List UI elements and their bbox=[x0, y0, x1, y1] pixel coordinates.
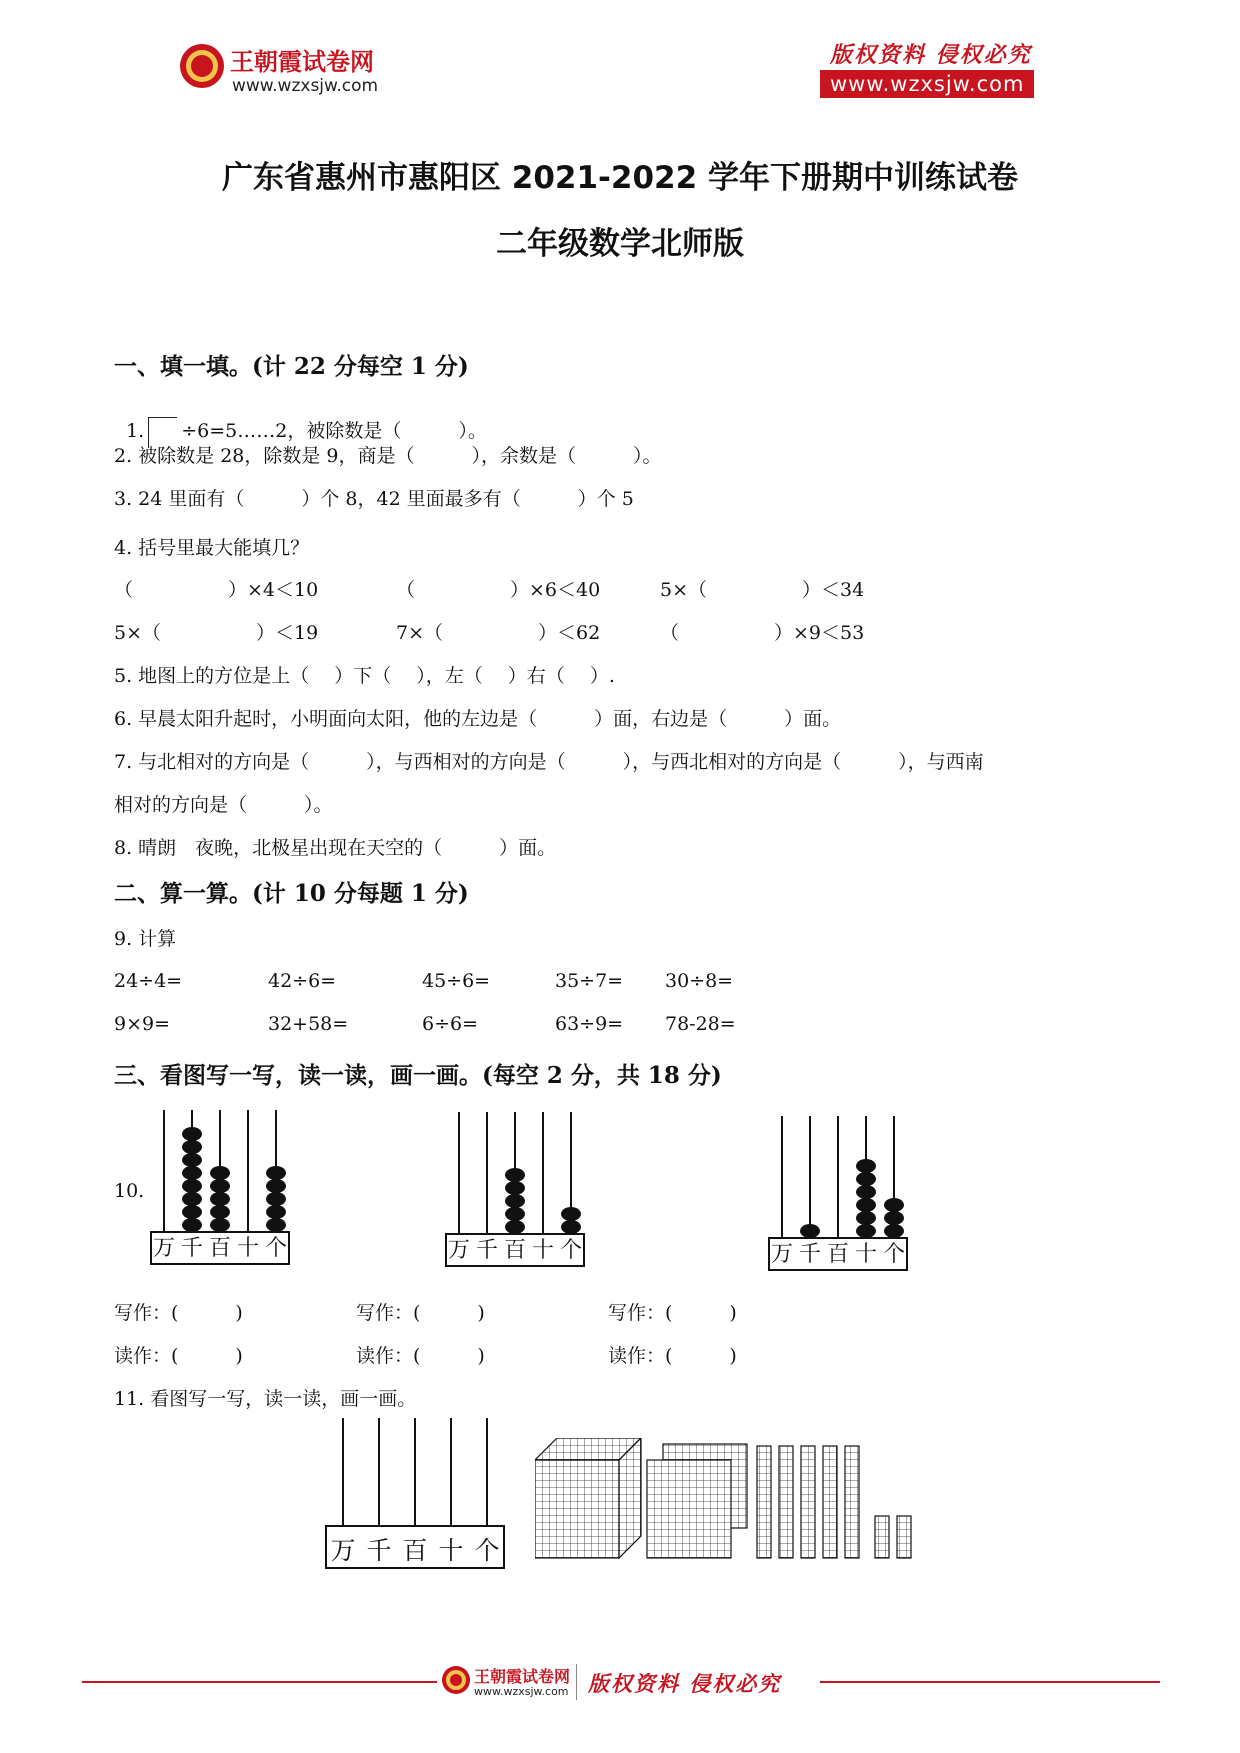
abacus-bead bbox=[505, 1168, 525, 1182]
abacus-bead bbox=[856, 1211, 876, 1225]
abacus-bead bbox=[266, 1192, 286, 1206]
ten-rod-icon bbox=[757, 1446, 859, 1558]
footer-logo-title: 王朝霞试卷网 bbox=[474, 1667, 571, 1686]
abacus-bead bbox=[505, 1207, 525, 1221]
write-answer[interactable]: 写作：( ) bbox=[114, 1302, 243, 1324]
abacus-bead bbox=[856, 1172, 876, 1186]
logo-seal-icon bbox=[440, 1664, 472, 1696]
place-value-label: 个 bbox=[559, 1238, 583, 1263]
page-subtitle: 二年级数学北师版 bbox=[496, 226, 744, 262]
abacus-bead bbox=[561, 1220, 581, 1234]
q4-item: （ ）×4＜10 bbox=[114, 579, 319, 601]
abacus-bead bbox=[884, 1198, 904, 1212]
place-value-label: 百 bbox=[208, 1236, 232, 1261]
q4-item: 5×（ ）＜19 bbox=[114, 622, 319, 644]
place-value-label: 百 bbox=[402, 1536, 428, 1565]
empty-abacus[interactable] bbox=[325, 1418, 510, 1570]
q4-item: 5×（ ）＜34 bbox=[660, 579, 865, 601]
place-value-label: 千 bbox=[798, 1242, 822, 1267]
read-answer[interactable]: 读作：( ) bbox=[114, 1345, 243, 1367]
calc-item: 63÷9= bbox=[555, 1013, 624, 1035]
footer-logo-url[interactable]: www.wzxsjw.com bbox=[474, 1685, 569, 1698]
abacus-bead bbox=[210, 1192, 230, 1206]
abacus-bead bbox=[182, 1140, 202, 1154]
place-value-label: 万 bbox=[447, 1238, 471, 1263]
abacus-figure bbox=[150, 1110, 300, 1270]
footer-divider bbox=[820, 1681, 1160, 1683]
footer-divider bbox=[82, 1681, 437, 1683]
read-answer[interactable]: 读作：( ) bbox=[356, 1345, 485, 1367]
calc-item: 42÷6= bbox=[268, 970, 337, 992]
section-heading-3: 三、看图写一写，读一读，画一画。(每空 2 分，共 18 分) bbox=[114, 1062, 722, 1089]
question-11: 11. 看图写一写，读一读，画一画。 bbox=[114, 1388, 417, 1410]
question-4: 4. 括号里最大能填几？ bbox=[114, 537, 310, 559]
question-6: 6. 早晨太阳升起时，小明面向太阳，他的左边是（ ）面，右边是（ ）面。 bbox=[114, 708, 842, 730]
calc-item: 45÷6= bbox=[422, 970, 491, 992]
abacus-bead bbox=[266, 1205, 286, 1219]
question-2: 2. 被除数是 28，除数是 9，商是（ ），余数是（ ）。 bbox=[114, 445, 662, 467]
abacus-bead bbox=[800, 1224, 820, 1238]
calc-item: 78-28= bbox=[665, 1013, 736, 1035]
question-1 bbox=[114, 394, 487, 448]
abacus-bead bbox=[182, 1205, 202, 1219]
abacus-bead bbox=[266, 1218, 286, 1232]
abacus-bead bbox=[505, 1181, 525, 1195]
abacus-bead bbox=[505, 1194, 525, 1208]
thousand-cube-icon bbox=[535, 1438, 641, 1558]
abacus-bead bbox=[182, 1218, 202, 1232]
q4-item: （ ）×9＜53 bbox=[660, 622, 865, 644]
write-answer[interactable]: 写作：( ) bbox=[356, 1302, 485, 1324]
copyright-notice: 版权资料 侵权必究 bbox=[830, 42, 1032, 68]
place-value-label: 十 bbox=[438, 1536, 464, 1565]
abacus-bead bbox=[210, 1218, 230, 1232]
question-10: 10. bbox=[114, 1180, 145, 1202]
site-logo bbox=[178, 42, 226, 94]
question-8: 8. 晴朗 夜晚，北极星出现在天空的（ ）面。 bbox=[114, 837, 557, 859]
abacus-bead bbox=[266, 1179, 286, 1193]
logo-url[interactable]: www.wzxsjw.com bbox=[232, 76, 379, 96]
place-value-label: 个 bbox=[882, 1242, 906, 1267]
abacus-bead bbox=[884, 1211, 904, 1225]
abacus-bead bbox=[182, 1166, 202, 1180]
abacus-bead bbox=[210, 1179, 230, 1193]
question-3: 3. 24 里面有（ ）个 8，42 里面最多有（ ）个 5 bbox=[114, 488, 634, 510]
page-title: 广东省惠州市惠阳区 2021-2022 学年下册期中训练试卷 bbox=[221, 160, 1018, 196]
abacus-bead bbox=[561, 1207, 581, 1221]
section-heading-1: 一、填一填。(计 22 分每空 1 分) bbox=[114, 353, 469, 380]
logo-seal-icon bbox=[178, 42, 226, 90]
place-value-label: 百 bbox=[503, 1238, 527, 1263]
q4-item: 7×（ ）＜62 bbox=[396, 622, 601, 644]
footer-copyright: 版权资料 侵权必究 bbox=[588, 1671, 782, 1696]
place-value-label: 十 bbox=[531, 1238, 555, 1263]
calc-item: 32+58= bbox=[268, 1013, 349, 1035]
abacus-bead bbox=[884, 1224, 904, 1238]
calc-item: 9×9= bbox=[114, 1013, 171, 1035]
logo-title: 王朝霞试卷网 bbox=[230, 48, 374, 76]
abacus-bead bbox=[856, 1224, 876, 1238]
abacus-bead bbox=[210, 1166, 230, 1180]
abacus-bead bbox=[856, 1198, 876, 1212]
calc-item: 35÷7= bbox=[555, 970, 624, 992]
question-5: 5. 地图上的方位是上（ ）下（ ），左（ ）右（ ）. bbox=[114, 665, 615, 687]
abacus-figure bbox=[768, 1116, 918, 1276]
abacus-bead bbox=[856, 1159, 876, 1173]
one-cube-icon bbox=[875, 1516, 911, 1558]
abacus-bead bbox=[182, 1153, 202, 1167]
abacus-bead bbox=[266, 1166, 286, 1180]
calc-item: 30÷8= bbox=[665, 970, 734, 992]
abacus-bead bbox=[182, 1127, 202, 1141]
place-value-label: 万 bbox=[152, 1236, 176, 1261]
abacus-bead bbox=[505, 1220, 525, 1234]
hundred-flat-icon bbox=[647, 1444, 747, 1558]
place-value-label: 万 bbox=[770, 1242, 794, 1267]
place-value-label: 百 bbox=[826, 1242, 850, 1267]
question-9: 9. 计算 bbox=[114, 928, 177, 950]
write-answer[interactable]: 写作：( ) bbox=[608, 1302, 737, 1324]
base-ten-blocks bbox=[535, 1438, 935, 1563]
abacus-bead bbox=[210, 1205, 230, 1219]
calc-item: 24÷4= bbox=[114, 970, 183, 992]
question-1-text: ÷6=5……2，被除数是（ ）。 bbox=[181, 420, 487, 442]
footer-separator bbox=[576, 1664, 577, 1700]
question-7: 7. 与北相对的方向是（ ），与西相对的方向是（ ），与西北相对的方向是（ ），与西南 bbox=[114, 751, 984, 773]
abacus-bead bbox=[856, 1185, 876, 1199]
footer-logo bbox=[440, 1664, 472, 1700]
q4-item: （ ）×6＜40 bbox=[396, 579, 601, 601]
section-heading-2: 二、算一算。(计 10 分每题 1 分) bbox=[114, 880, 469, 907]
abacus-bead bbox=[182, 1179, 202, 1193]
place-value-label: 千 bbox=[475, 1238, 499, 1263]
place-value-label: 十 bbox=[236, 1236, 260, 1261]
place-value-label: 个 bbox=[474, 1536, 500, 1565]
place-value-label: 个 bbox=[264, 1236, 288, 1261]
abacus-bead bbox=[182, 1192, 202, 1206]
calc-item: 6÷6= bbox=[422, 1013, 479, 1035]
place-value-label: 万 bbox=[330, 1536, 356, 1565]
abacus-figure bbox=[445, 1112, 595, 1272]
place-value-label: 千 bbox=[366, 1536, 392, 1565]
question-1-number: 1. bbox=[126, 420, 145, 442]
banner-url[interactable]: www.wzxsjw.com bbox=[820, 70, 1034, 98]
place-value-label: 千 bbox=[180, 1236, 204, 1261]
read-answer[interactable]: 读作：( ) bbox=[608, 1345, 737, 1367]
place-value-label: 十 bbox=[854, 1242, 878, 1267]
question-7-cont: 相对的方向是（ ）。 bbox=[114, 794, 333, 816]
